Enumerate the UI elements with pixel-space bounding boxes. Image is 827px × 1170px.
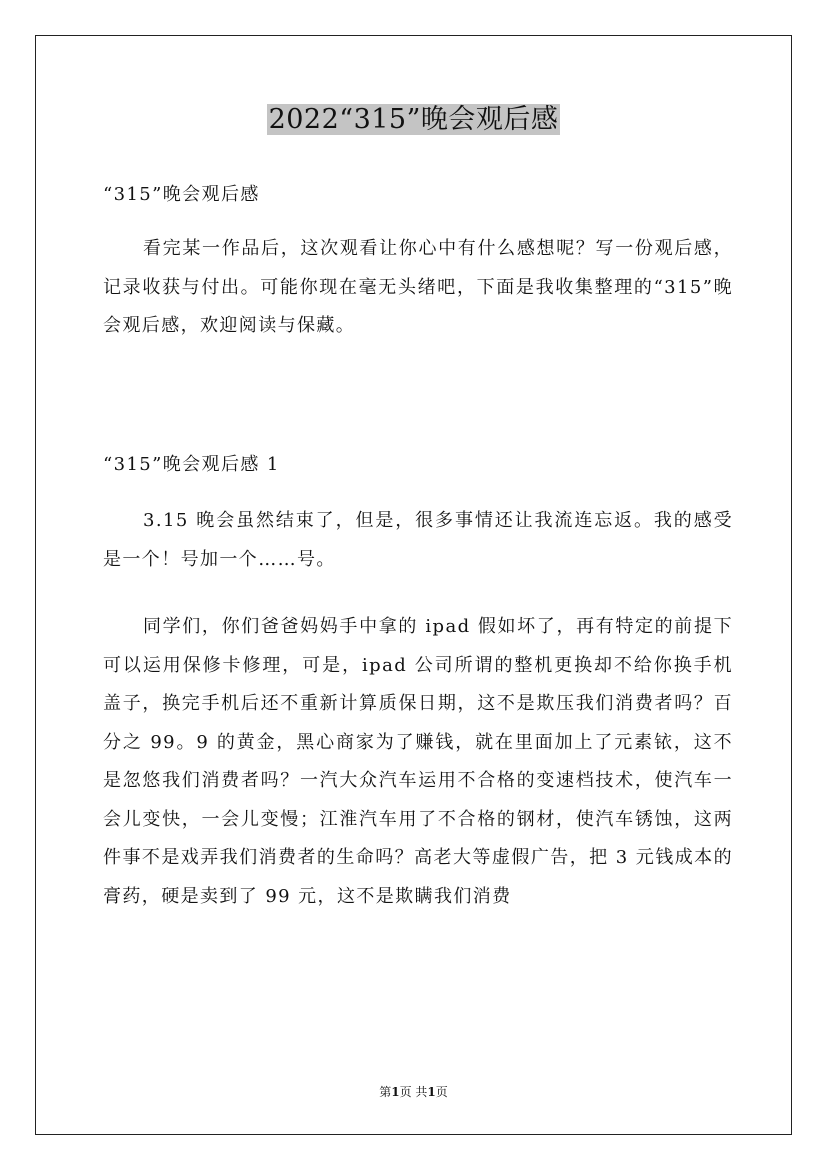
- footer-page-current: 1: [391, 1085, 400, 1099]
- document-subtitle: “315”晚会观后感: [103, 184, 260, 205]
- intro-paragraph: 看完某一作品后，这次观看让你心中有什么感想呢？写一份观后感，记录收获与付出。可能你现在毫无头绪吧，下面是我收集整理的“315”晚会观后感，欢迎阅读与保藏。: [103, 238, 733, 336]
- footer-page-total: 1: [427, 1085, 436, 1099]
- body-paragraph-2: 同学们，你们爸爸妈妈手中拿的 ipad 假如坏了，再有特定的前提下可以运用保修卡修理，可是，ipad 公司所谓的整机更换却不给你换手机盖子，换完手机后还不重新计算质保日期，这不是欺压我们消费者吗？百分之 99。9 的黄金，黑心商家为了赚钱，就在里面加上了元素铱，这不是忽悠我们消费者吗？一汽大众汽车运用不合格的变速档技术，使汽车一会儿变快，一会儿变慢；江淮汽车用了不合格的钢材，使汽车锈蚀，这两件事不是戏弄我们消费者的生命吗？高老大等虚假广告，把 3 元钱成本的膏药，硬是卖到了 99 元，这不是欺瞒我们消费: [103, 616, 733, 907]
- section-heading: “315”晚会观后感 1: [103, 454, 280, 475]
- document-title-text: 2022“315”晚会观后感: [268, 104, 559, 135]
- footer-page-suffix: 页: [435, 1085, 448, 1099]
- footer-page-mid: 页 共: [399, 1085, 428, 1099]
- document-title: [0, 100, 827, 140]
- page-footer: [0, 1082, 827, 1102]
- footer-page-prefix: 第: [379, 1085, 392, 1099]
- body-paragraph-1: 3.15 晚会虽然结束了，但是，很多事情还让我流连忘返。我的感受是一个！号加一个……号。: [103, 510, 733, 570]
